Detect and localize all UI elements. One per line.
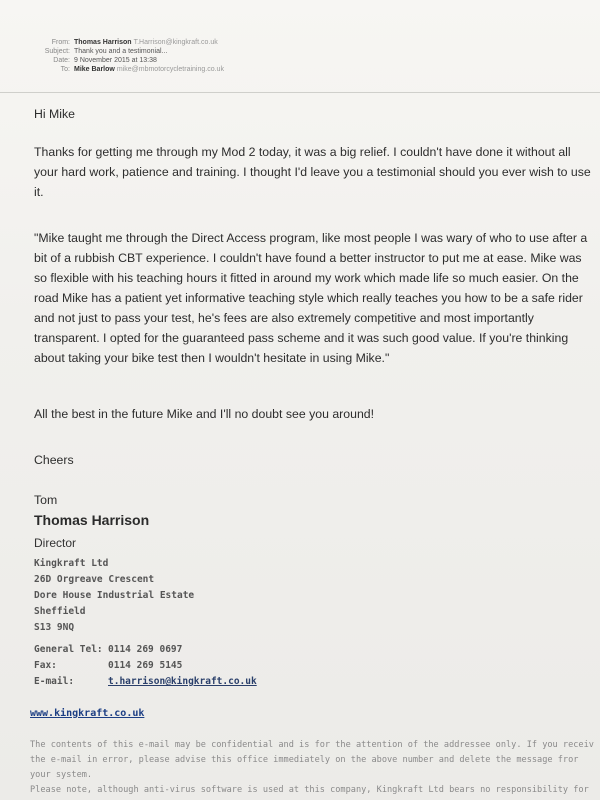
fax-value: 0114 269 5145 (108, 660, 183, 671)
address-line-1: 26D Orgreave Crescent (34, 574, 155, 585)
company-address (34, 556, 194, 636)
tel-label: General Tel: (34, 644, 103, 655)
address-postcode: S13 9NQ (34, 622, 75, 633)
header-subject-row (30, 47, 224, 56)
header-date-row (30, 56, 224, 65)
tel-value: 0114 269 0697 (108, 644, 183, 655)
closing: Cheers (34, 453, 74, 467)
disclaimer-line-4: Please note, although anti-virus software is used at this company, Kingkraft Ltd bears no responsibility for (30, 785, 589, 795)
disclaimer-line-2: the e-mail in error, please advise this office immediately on the above number and delete the message fror (30, 755, 579, 765)
date-label: Date: (53, 57, 70, 64)
address-city: Sheffield (34, 606, 86, 617)
header-from-row (30, 38, 224, 47)
signature-name: Thomas Harrison (34, 512, 150, 528)
disclaimer (30, 738, 600, 798)
signature-title: Director (34, 536, 77, 550)
fax-label: Fax: (34, 660, 57, 671)
contact-details (34, 642, 257, 690)
email-header (30, 38, 224, 74)
subject-text: Thank you and a testimonial... (74, 48, 168, 55)
from-name: Thomas Harrison (74, 39, 132, 46)
company-name: Kingkraft Ltd (34, 558, 109, 569)
header-to-row (30, 65, 224, 74)
to-label: To: (60, 66, 70, 73)
website-link[interactable]: www.kingkraft.co.uk (30, 708, 145, 719)
fax-row (34, 658, 257, 674)
greeting: Hi Mike (34, 107, 75, 121)
email-row (34, 674, 257, 690)
tel-row (34, 642, 257, 658)
email-label: E-mail: (34, 676, 75, 687)
subject-label: Subject: (44, 48, 70, 55)
date-text: 9 November 2015 at 13:38 (74, 57, 157, 64)
to-name: Mike Barlow (74, 66, 115, 73)
header-divider (0, 92, 600, 93)
to-address: mike@mbmotorcycletraining.co.uk (116, 66, 224, 73)
paragraph-1: Thanks for getting me through my Mod 2 today, it was a big relief. I couldn't have done it without all your hard work, patience and training. I thought I'd leave you a testimonial should you ever wish to use it. (34, 145, 591, 199)
paragraph-3: All the best in the future Mike and I'll no doubt see you around! (34, 407, 375, 421)
address-line-2: Dore House Industrial Estate (34, 590, 195, 601)
testimonial-paragraph: "Mike taught me through the Direct Access program, like most people I was wary of who to use after a bit of a rubbish CBT experience. I couldn't have found a better instructor to put me at ease. Mike was so flexible with his teaching hours it fitted in around my work which made life so much easier. On the road Mike has a patient yet informative teaching style which really teaches you how to be a safe rider and not just to pass your test, he's fees are also extremely competitive and most importantly transparent. I opted for the guaranteed pass scheme and it was such good value. If you're thinking about taking your bike test then I wouldn't hesitate in using Mike." (34, 231, 588, 365)
disclaimer-line-3: your system. (30, 770, 93, 780)
disclaimer-line-1: The contents of this e-mail may be confidential and is for the attention of the addressee only. If you receiv (30, 740, 594, 750)
email-link[interactable]: t.harrison@kingkraft.co.uk (108, 676, 257, 687)
from-address: T.Harrison@kingkraft.co.uk (133, 39, 218, 46)
from-label: From: (51, 39, 70, 46)
first-name: Tom (34, 493, 58, 507)
